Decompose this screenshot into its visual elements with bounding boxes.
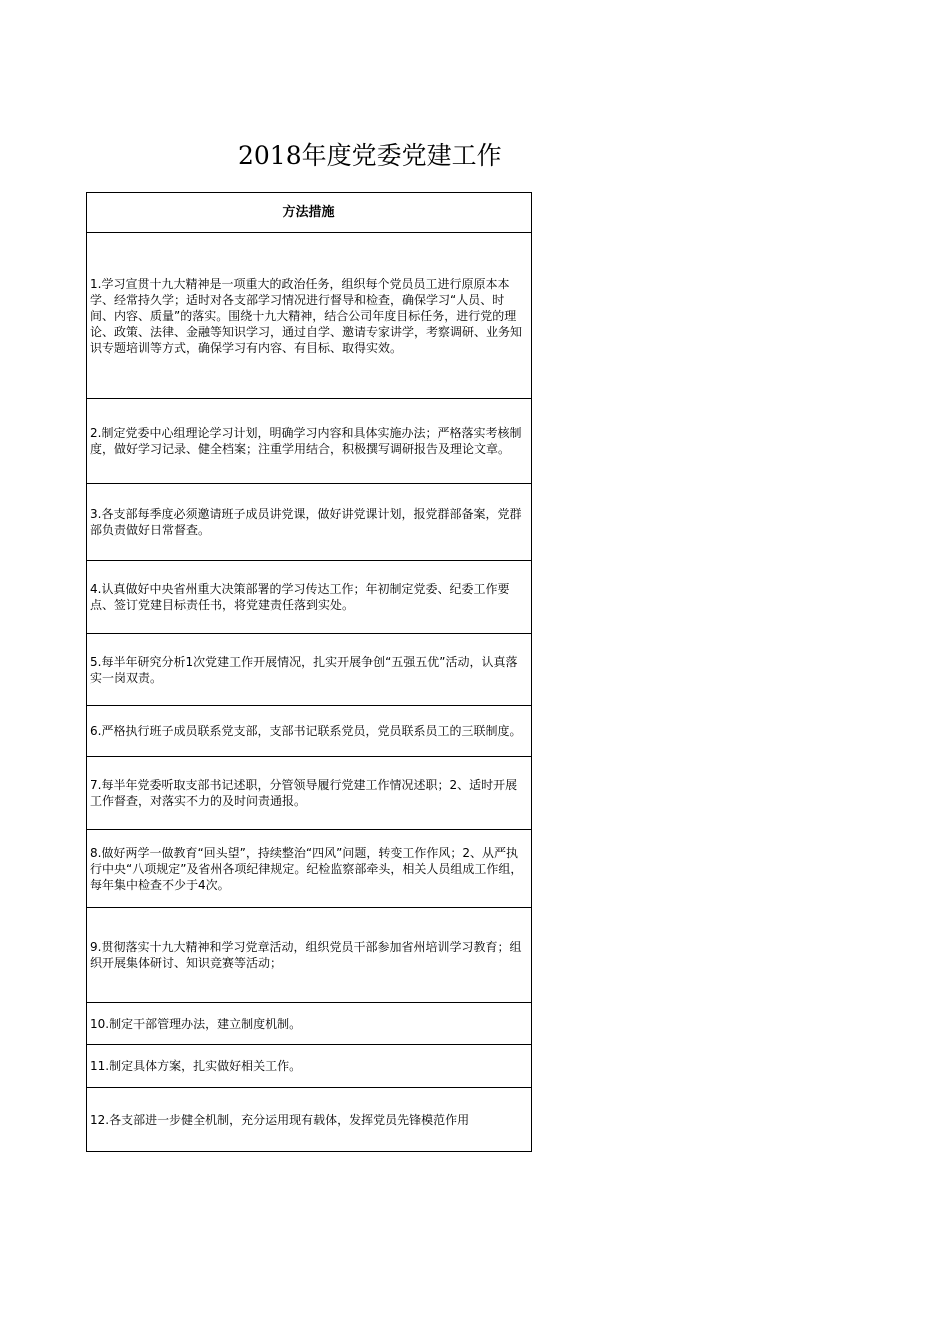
table-row (87, 757, 532, 830)
table-cell-measure-9: 9.贯彻落实十九大精神和学习党章活动，组织党员干部参加省州培训学习教育；组织开展集体研讨、知识竞赛等活动； (87, 908, 532, 1003)
table-cell-measure-3: 3.各支部每季度必须邀请班子成员讲党课，做好讲党课计划，报党群部备案，党群部负责做好日常督查。 (87, 484, 532, 561)
table-cell-measure-6: 6.严格执行班子成员联系党支部，支部书记联系党员，党员联系员工的三联制度。 (87, 706, 532, 757)
table-row (87, 561, 532, 634)
table-row (87, 706, 532, 757)
table-row (87, 1003, 532, 1045)
table-cell-measure-2: 2.制定党委中心组理论学习计划，明确学习内容和具体实施办法；严格落实考核制度，做好学习记录、健全档案；注重学用结合，积极撰写调研报告及理论文章。 (87, 399, 532, 484)
table-row (87, 1045, 532, 1088)
table-cell-measure-10: 10.制定干部管理办法，建立制度机制。 (87, 1003, 532, 1045)
table-cell-measure-5: 5.每半年研究分析1次党建工作开展情况，扎实开展争创“五强五优”活动，认真落实一岗双责。 (87, 634, 532, 706)
table-header-row (87, 193, 532, 233)
table-row (87, 1088, 532, 1152)
table-row (87, 830, 532, 908)
table-row (87, 484, 532, 561)
column-header-measures: 方法措施 (87, 193, 532, 233)
table-cell-measure-7: 7.每半年党委听取支部书记述职，分管领导履行党建工作情况述职；2、适时开展工作督查，对落实不力的及时问责通报。 (87, 757, 532, 830)
table-row (87, 399, 532, 484)
table-cell-measure-12: 12.各支部进一步健全机制，充分运用现有载体，发挥党员先锋模范作用 (87, 1088, 532, 1152)
table-row (87, 233, 532, 399)
table-cell-measure-8: 8.做好两学一做教育“回头望”，持续整治“四风”问题，转变工作作风；2、从严执行中央“八项规定”及省州各项纪律规定。纪检监察部牵头，相关人员组成工作组，每年集中检查不少于4次。 (87, 830, 532, 908)
table-row (87, 908, 532, 1003)
table-row (87, 634, 532, 706)
table-cell-measure-11: 11.制定具体方案，扎实做好相关工作。 (87, 1045, 532, 1088)
measures-table (86, 192, 532, 1152)
table-cell-measure-4: 4.认真做好中央省州重大决策部署的学习传达工作；年初制定党委、纪委工作要点、签订党建目标责任书，将党建责任落到实处。 (87, 561, 532, 634)
table-cell-measure-1: 1.学习宣贯十九大精神是一项重大的政治任务，组织每个党员员工进行原原本本学、经常持久学；适时对各支部学习情况进行督导和检查，确保学习“人员、时间、内容、质量”的落实。围绕十九大精神，结合公司年度目标任务，进行党的理论、政策、法律、金融等知识学习，通过自学、邀请专家讲学，考察调研、业务知识专题培训等方式，确保学习有内容、有目标、取得实效。 (87, 233, 532, 399)
page-title: 2018年度党委党建工作 (238, 141, 502, 170)
